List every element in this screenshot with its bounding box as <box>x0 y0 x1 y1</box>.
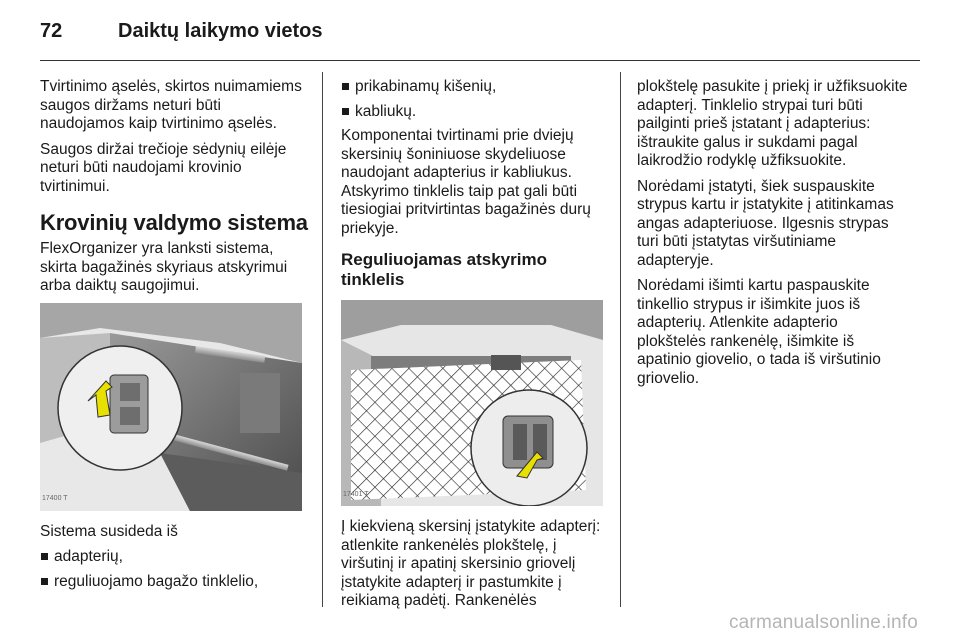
bullet-icon <box>41 553 48 560</box>
bullet-icon <box>342 108 349 115</box>
c2-para-2: Į kiekvieną skersinį įstatykite adapterį: atlenkite rankenėlės plokštelę, į viršutinį ir apatinį skersinio griovelį įstatykite adapterį ir pastumkite į reikiamą padėtį. Rankenėlės <box>341 518 601 609</box>
c1-para-4: Sistema susideda iš <box>40 522 178 540</box>
column-divider-1 <box>322 72 323 607</box>
list-item: kabliukų. <box>341 103 613 122</box>
header-rule <box>40 60 920 61</box>
c1-para-1: Tvirtinimo ąselės, skirtos nuimamiems saugos diržams neturi būti naudojamos kaip tvirtinimo ąselės. <box>40 78 302 132</box>
figure-code: 17400 T <box>42 495 68 502</box>
c3-para-2: Norėdami įstatyti, šiek suspauskite strypus kartu ir įstatykite į atitinkamas angas adapteriuose. Ilgesnis strypas turi būti įstatytas viršutiniame adapteryje. <box>637 177 894 269</box>
c2-para-1: Komponentai tvirtinami prie dviejų skersinių šoniniuose skydeliuose naudojant adapterius ir kabliukus. Atskyrimo tinklelis taip pat gali būti tiesiogiai pritvirtintas bagažinės durų priekyje. <box>341 127 591 237</box>
c3-para-3: Norėdami išimti kartu paspauskite tinkellio strypus ir išimkite juos iš adapterių. Atlenkite adapterio plokštelės rankenėlę, išimkite iš apatinio giovelio, o tada iš viršutinio griovelio. <box>637 277 881 387</box>
list-item: adapterių, <box>40 548 308 567</box>
column-3 <box>637 78 909 395</box>
list-item: reguliuojamo bagažo tinklelio, <box>40 573 308 592</box>
trunk-adapter-illustration <box>40 303 302 511</box>
c1-bullet-list <box>40 548 308 591</box>
c1-para-3: FlexOrganizer yra lanksti sistema, skirta bagažinės skyriaus atskyrimui arba daiktų saugojimui. <box>40 240 288 294</box>
page-header <box>0 0 960 62</box>
c1-heading: Krovinių valdymo sistema <box>40 210 308 235</box>
list-item: prikabinamų kišenių, <box>341 78 613 97</box>
column-divider-2 <box>620 72 621 607</box>
column-1 <box>40 78 308 597</box>
c2-heading: Reguliuojamas atskyrimo tinklelis <box>341 250 547 289</box>
page-number: 72 <box>40 20 63 42</box>
column-2 <box>341 78 613 618</box>
figure-code: 17401 T <box>343 490 369 498</box>
c3-para-1: plokštelę pasukite į priekį ir užfiksuokite adapterį. Tinklelio strypai turi būti pailginti prieš įstatant į adapterius: ištraukite galus ir sukdami pagal laikrodžio rodyklę užfiksuokite. <box>637 78 908 169</box>
figure-trunk-adapter <box>40 303 302 511</box>
bullet-icon <box>342 83 349 90</box>
separation-net-illustration <box>341 300 603 506</box>
watermark: carmanualsonline.info <box>728 612 918 633</box>
bullet-icon <box>41 578 48 585</box>
c2-bullet-list <box>341 78 613 121</box>
figure-separation-net <box>341 300 603 506</box>
page-title: Daiktų laikymo vietos <box>118 20 323 42</box>
c1-para-2: Saugos diržai trečioje sėdynių eilėje neturi būti naudojami krovinio tvirtinimui. <box>40 140 287 195</box>
